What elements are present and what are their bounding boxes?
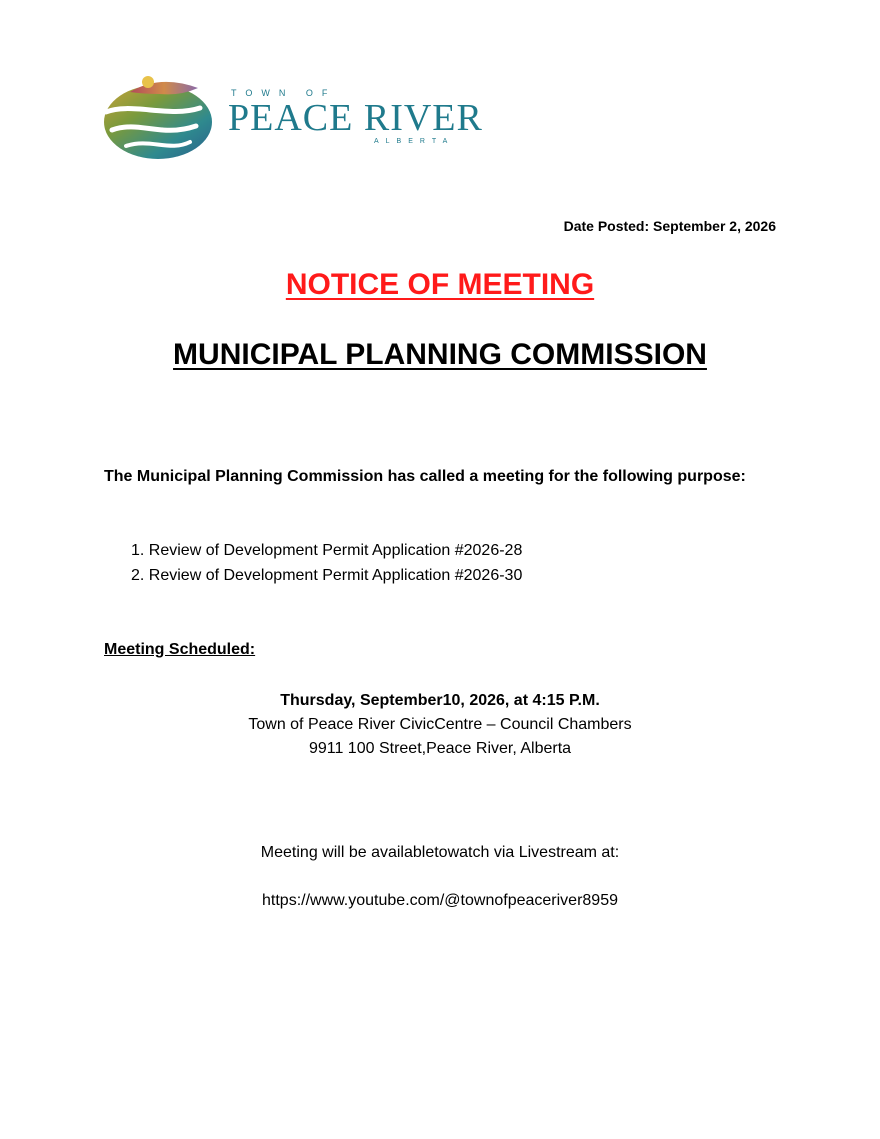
livestream-note: Meeting will be availabletowatch via Livestream at:	[260, 844, 620, 861]
commission-title: MUNICIPAL PLANNING COMMISSION	[173, 338, 707, 371]
schedule-heading: Meeting Scheduled:	[104, 641, 256, 658]
agenda-item-text: Review of Development Permit Application #2026-30	[148, 567, 523, 584]
agenda-item	[131, 538, 522, 563]
logo-province: ALBERTA	[374, 138, 455, 145]
agenda-item-number: 1.	[131, 542, 145, 559]
livestream-link[interactable]: https://www.youtube.com/@townofpeaceriver8959	[262, 892, 618, 909]
meeting-date-time: Thursday, September10, 2026, at 4:15 P.M.	[280, 692, 600, 709]
agenda-item-number: 2.	[131, 567, 145, 584]
agenda-list	[131, 538, 522, 588]
notice-title: NOTICE OF MEETING	[285, 268, 595, 301]
agenda-item-text: Review of Development Permit Application #2026-28	[148, 542, 523, 559]
logo-top-line: TOWN OF	[231, 88, 337, 98]
meeting-venue: Town of Peace River CivicCentre – Council Chambers	[248, 716, 632, 733]
town-logo	[100, 72, 483, 164]
date-posted: Date Posted: September 2, 2026	[563, 218, 776, 234]
meeting-address: 9911 100 Street,Peace River, Alberta	[308, 740, 572, 757]
agenda-item	[131, 563, 522, 588]
intro-paragraph: The Municipal Planning Commission has called a meeting for the following purpose:	[104, 468, 746, 485]
logo-town-name: PEACE RIVER	[228, 97, 483, 139]
peace-river-swirl-logo-icon	[100, 72, 215, 162]
meeting-details	[0, 689, 880, 761]
